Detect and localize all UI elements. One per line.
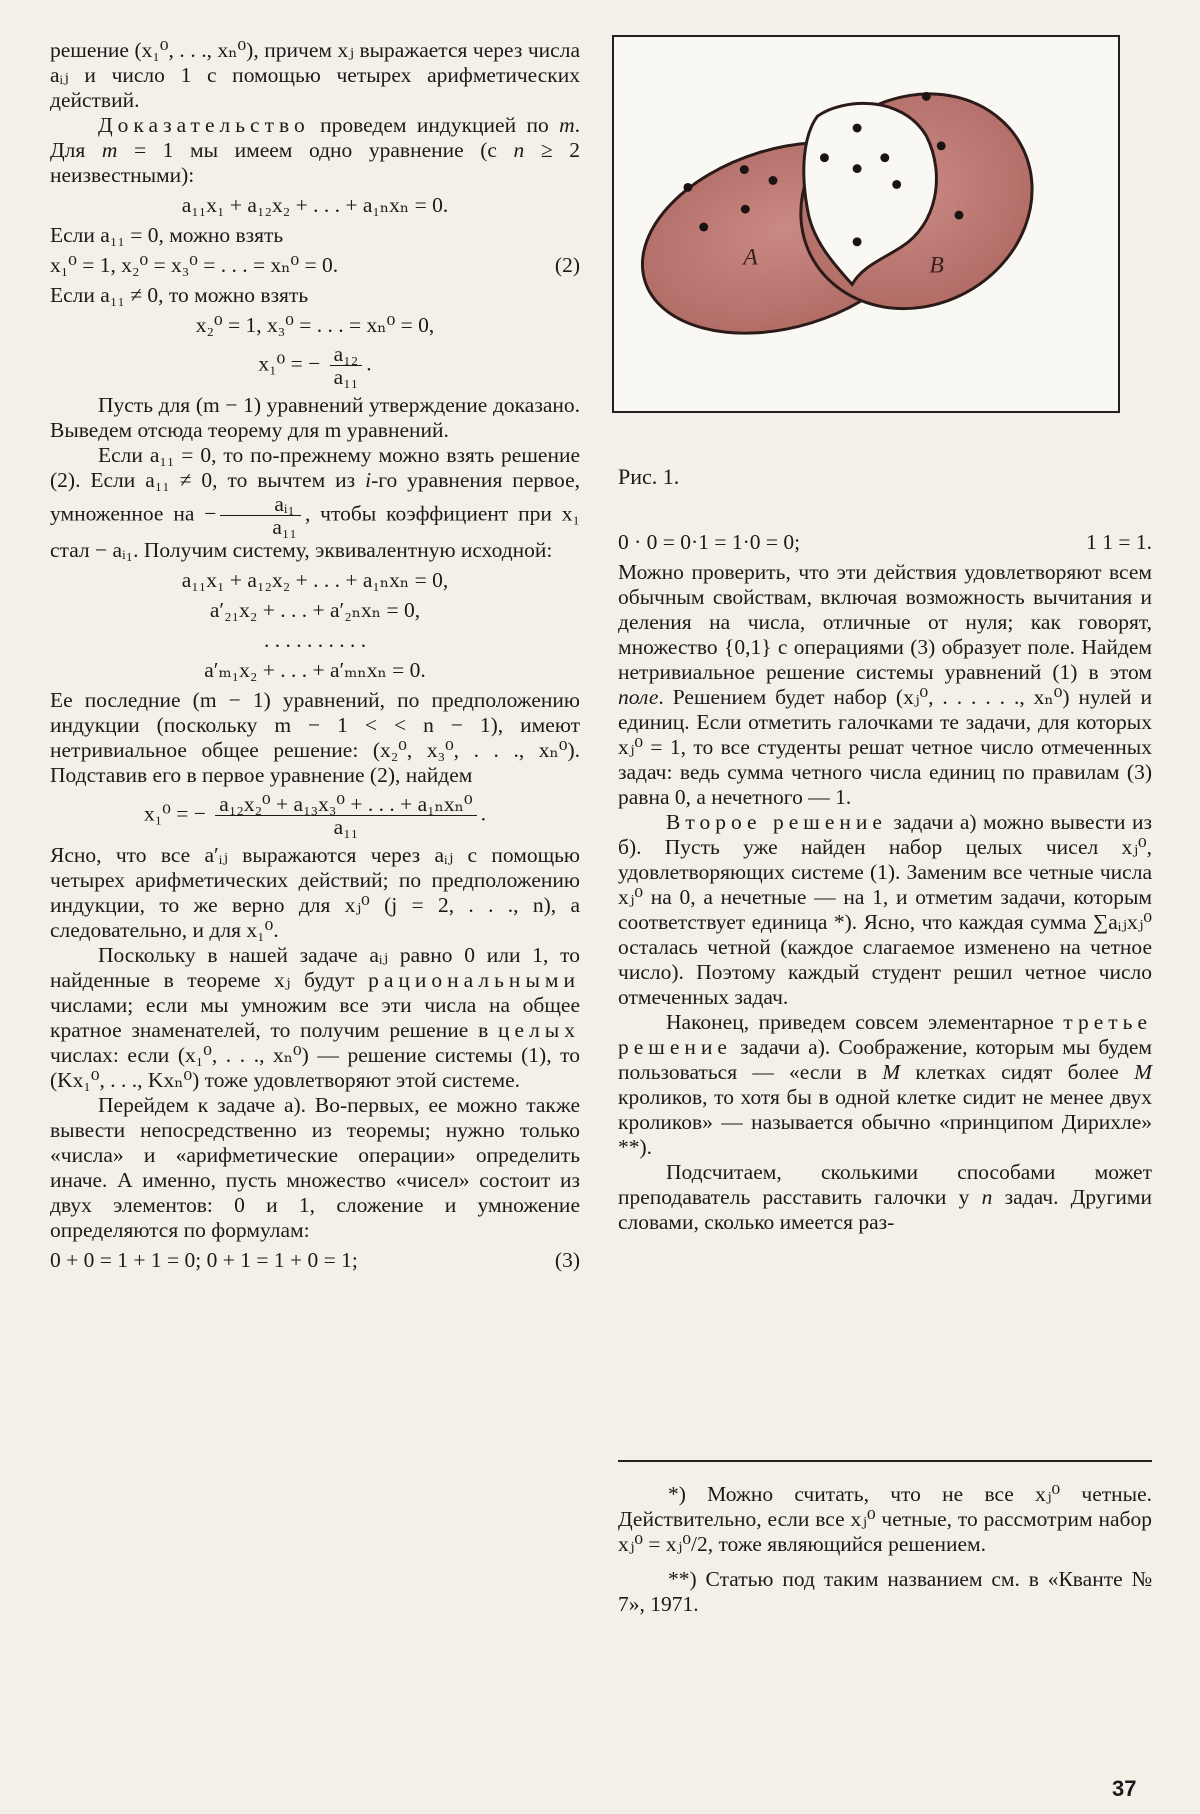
label-b: B (929, 252, 944, 279)
equation-number: (3) (554, 1248, 580, 1272)
footnote-2: **) Статью под таким названием см. в «Кванте № 7», 1971. (618, 1567, 1152, 1616)
left-block-11: a′₂₁x₂ + . . . + a′₂ₙxₙ = 0, (209, 598, 421, 622)
left-block-4 (50, 253, 580, 278)
formula: 0 + 0 = 1 + 1 = 0; 0 + 1 = 1 + 0 = 1; (50, 1248, 358, 1272)
left-column (50, 38, 580, 1278)
point-a2 (740, 165, 749, 174)
label-a: A (743, 244, 758, 271)
venn-diagram (614, 37, 1118, 411)
right-block-3: Наконец, приведем совсем элементарное третье решение задачи а). Соображение, которым мы будем пользоваться — «если в M клетках сидят более M кроликов, то хотя бы в одной клетке сидит не менее двух кроликов» — называется обычно «принципом Дирихле» **). (618, 1010, 1152, 1159)
left-block-7: x₁⁰ = − $\frac{\text{a₁₂}}{\text{a₁₁}}$ . (258, 342, 372, 389)
left-block-18: Перейдем к задаче а). Во-первых, ее можно также вывести непосредственно из теоремы; нужно только «числа» и «арифметические операции» определить иначе. А именно, пусть множество «чисел» состоит из двух элементов: 0 и 1, сложение и умножение определяются по формулам: (50, 1093, 580, 1242)
right-block-4: Подсчитаем, сколькими способами может преподаватель расставить галочки у n задач. Другими словами, сколько имеется раз- (618, 1160, 1152, 1234)
point-i5 (892, 180, 901, 189)
left-block-14: Ее последние (m − 1) уравнений, по предположению индукции (поскольку m − 1 < < n − 1), имеют нетривиальное общее решение: (x₂⁰, x₃⁰, . . ., xₙ⁰). Подставив его в первое уравнение (2), найдем (50, 688, 580, 787)
figure-caption: Рис. 1. (618, 464, 680, 489)
point-a4 (741, 205, 750, 214)
point-a5 (699, 223, 708, 232)
point-b3 (955, 211, 964, 220)
right-block-0 (618, 530, 1152, 555)
left-block-10: a₁₁x₁ + a₁₂x₂ + . . . + a₁ₙxₙ = 0, (181, 568, 449, 592)
right-block-2: Второе решение задачи а) можно вывести из б). Пусть уже найден набор целых чисел xⱼ⁰, удовлетворяющих системе (1). Заменим все четные числа xⱼ⁰ на 0, а нечетные — на 1, и отметим задачи, которым соответствует единица *). Ясно, что каждая сумма ∑aᵢⱼxⱼ⁰ осталась четной (каждое слагаемое изменено на четное число). Поэтому каждый студент решил четное число отмеченных задач. (618, 810, 1152, 1009)
left-block-3: Если a₁₁ = 0, можно взять (50, 223, 284, 247)
equation-number: 1 1 = 1. (1086, 530, 1152, 554)
venn-figure (612, 35, 1120, 413)
footnote-1: *) Можно считать, что не все xⱼ⁰ четные. Действительно, если все xⱼ⁰ четные, то рассмотрим набор xⱼ⁰ = xⱼ⁰/2, тоже являющийся решением. (618, 1482, 1152, 1556)
left-block-8: Пусть для (m − 1) уравнений утверждение доказано. Выведем отсюда теорему для m уравнений. (50, 393, 580, 442)
formula: x₁⁰ = 1, x₂⁰ = x₃⁰ = . . . = xₙ⁰ = 0. (50, 253, 339, 277)
right-column (618, 525, 1152, 1235)
left-block-16: Ясно, что все a′ᵢⱼ выражаются через aᵢⱼ с помощью четырех арифметических действий; по предположению индукции, то же верно для xⱼ⁰ (j = 2, . . ., n), а следовательно, и для x₁⁰. (50, 843, 580, 942)
equation-number: (2) (554, 253, 580, 277)
left-block-19 (50, 1248, 580, 1273)
right-block-1: Можно проверить, что эти действия удовлетворяют всем обычным свойствам, включая возможность вычитания и деления на числа, отличные от нуля; как говорят, множество {0,1} с операциями (3) образует поле. Найдем нетривиальное решение системы уравнений (1) в этом поле. Решением будет набор (xⱼ⁰, . . . . . ., xₙ⁰) нулей и единиц. Если отметить галочками те задачи, для которых xⱼ⁰ = 1, то все студенты решат четное число отмеченных задач: ведь сумма четного числа единиц по правилам (3) равна 0, а нечетного — 1. (618, 560, 1152, 809)
point-i2 (820, 153, 829, 162)
left-block-6: x₂⁰ = 1, x₃⁰ = . . . = xₙ⁰ = 0, (195, 313, 435, 337)
point-i4 (853, 164, 862, 173)
point-a3 (769, 176, 778, 185)
point-i1 (853, 124, 862, 133)
point-b2 (937, 141, 946, 150)
left-block-0: решение (x₁⁰, . . ., xₙ⁰), причем xⱼ выражается через числа aᵢⱼ и число 1 с помощью четырех арифметических действий. (50, 38, 580, 112)
left-block-1: Доказательство проведем индукцией по m. Для m = 1 мы имеем одно уравнение (с n ≥ 2 неизвестными): (50, 113, 580, 187)
formula: 0 · 0 = 0·1 = 1·0 = 0; (618, 530, 801, 554)
point-a1 (683, 183, 692, 192)
point-b1 (922, 92, 931, 101)
footnotes (618, 1460, 1152, 1617)
footnote-rule (618, 1460, 1152, 1462)
left-block-15: x₁⁰ = − $\frac{\text{a₁₂x₂⁰ + a₁₃x₃⁰ + . . . + a₁ₙxₙ⁰}}{\text{a₁₁}}$ . (144, 792, 486, 839)
left-block-17: Поскольку в нашей задаче aᵢⱼ равно 0 или 1, то найденные в теореме xⱼ будут рациональными числами; если мы умножим все эти числа на общее кратное знаменателей, то получим решение в целых числах: если (x₁⁰, . . ., xₙ⁰) — решение системы (1), то (Kx₁⁰, . . ., Kxₙ⁰) тоже удовлетворяют этой системе. (50, 943, 580, 1092)
page-number: 37 (1112, 1776, 1137, 1801)
left-block-9: Если a₁₁ = 0, то по-прежнему можно взять решение (2). Если a₁₁ ≠ 0, то вычтем из i-го уравнения первое, умноженное на − $\frac{\text{aᵢ₁}}{\text{a₁₁}}$ , чтобы коэффициент при x₁ стал − aᵢ₁. Получим систему, эквивалентную исходной: (50, 443, 581, 562)
left-block-5: Если a₁₁ ≠ 0, то можно взять (50, 283, 309, 307)
point-i6 (853, 237, 862, 246)
left-block-13: a′ₘ₁x₂ + . . . + a′ₘₙxₙ = 0. (204, 658, 426, 682)
left-block-2: a₁₁x₁ + a₁₂x₂ + . . . + a₁ₙxₙ = 0. (181, 193, 449, 217)
point-i3 (880, 153, 889, 162)
left-block-12: . . . . . . . . . . (263, 628, 367, 652)
